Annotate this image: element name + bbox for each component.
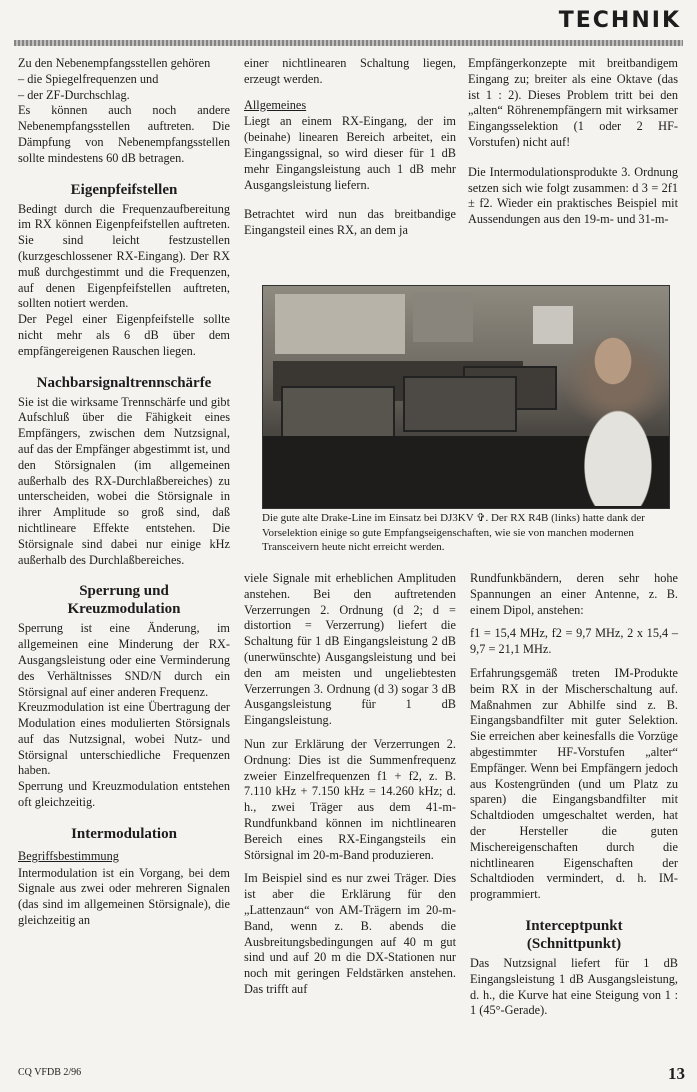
column-1 (18, 56, 230, 929)
paragraph: Sie ist die wirksame Trennschärfe und gibt Aufschluß über die Fähigkeit eines Empfängers, zwischen dem Nutzsignal, auf das der Empfänger abgestimmt ist, und den Störsignalen (im allgemeinen außerhalb des RX-Durchlaßbereiches) zu unterscheiden, wobei die Störsignale in ihrer Amplitude so groß sind, daß nichtlineare Effekte entstehen. Die Störsignale sind dabei nur einige kHz außerhalb des Durchlaßbereiches. (18, 394, 230, 567)
paragraph: Nun zur Erklärung der Verzerrungen 2. Ordnung: Dies ist die Summenfrequenz zweier Einzelfrequenzen f1 + f2, z. B. 7.110 kHz + 7.150 kHz = 14.260 kHz; d. h., zwei Träger aus dem 41-m-Rundfunkband können im nichtlinearen Bereich eines RX-Eingangsteils ein Störsignal im 20-m-Band produzieren. (244, 736, 456, 862)
paragraph: Sperrung und Kreuzmodulation entstehen oft gleichzeitig. (18, 779, 230, 810)
person-figure (563, 316, 663, 506)
radio-icon (403, 376, 517, 432)
paragraph: viele Signale mit erheblichen Amplituden anstehen. Bei den auftretenden Verzerrungen 2. Ordnung (d 2; d = distortion = Verzerrung) liefert die Schaltung für 1 dB Eingangsleistung 2 dB (unerwünschte) Ausgangsleistung und bei den am meisten und ungeliebtesten Verzerrungen 3. Ordnung (d 3) sogar 3 dB Ausgangsleistung für 1 dB Eingangsleistung. (244, 571, 456, 728)
paragraph: Betrachtet wird nun das breitbandige Eingangsteil eines RX, an dem ja (244, 207, 456, 238)
paragraph: Im Beispiel sind es nur zwei Träger. Dies ist aber die Erklärung für den „Lattenzaun“ von AM-Trägern im 20-m-Band, wenn z. B. abends die Ausbreitungsbedingungen auf 40 m gut sind und auf 20 m die DX-Stationen nur noch mit geringen Feldstärken anstehen. Das trifft auf (244, 871, 456, 996)
header-rule (14, 40, 683, 46)
heading-eigenpfeifstellen: Eigenpfeifstellen (70, 181, 178, 198)
heading-nachbarsignal: Nachbarsignaltrennschärfe (36, 374, 212, 391)
list-item: – die Spiegelfrequenzen und (18, 71, 159, 86)
heading-intermodulation: Intermodulation (71, 825, 177, 842)
paragraph: Die Intermodulationsprodukte 3. Ordnung setzen sich wie folgt zusammen: d 3 = 2f1 ± f2. Wieder ein praktisches Beispiel mit Aussendungen aus den 19-m- und 31-m- (468, 164, 678, 227)
subheading-begriff: Begriffsbestimmung (18, 848, 119, 863)
section-logo: TECHNIK (558, 8, 681, 33)
column-3-bottom (470, 571, 678, 1019)
photo-caption: Die gute alte Drake-Line im Einsatz bei DJ3KV ✞. Der RX R4B (links) hatte dank der Vorselektion einige so gute Empfangseigenschaften, wie sie von manchen modernen Transceivern heute nicht erreicht werden. (262, 512, 645, 553)
heading-line: Interceptpunkt (525, 917, 623, 934)
heading-line: (Schnittpunkt) (526, 935, 622, 952)
heading-sperrung (18, 582, 230, 618)
paragraph: Das Nutzsignal liefert für 1 dB Eingangsleistung 1 dB Ausgangsleistung, d. h., die Kurve hat eine Steigung von 1 : 1 (45°-Gerade). (470, 955, 678, 1018)
paragraph: Der Pegel einer Eigenpfeifstelle sollte nicht mehr als 6 dB über dem empfängereigenen Rauschen liegen. (18, 312, 230, 358)
column-2-top (244, 56, 456, 239)
photo-drake-line (262, 285, 670, 509)
page-number: 13 (668, 1064, 685, 1083)
list-item: – der ZF-Durchschlag. (18, 87, 130, 102)
paragraph: Intermodulation ist ein Vorgang, bei dem Signale aus zwei oder mehreren Signalen (das sind im allgemeinen Störsignale), die gleichzeitig an (18, 865, 230, 928)
paragraph: Erfahrungsgemäß treten IM-Produkte beim RX in der Mischerschaltung auf. Maßnahmen zur Abhilfe sind z. B. Eingangsbandfilter mit guter Selektion. Sie erreichen aber keinesfalls die Vorzüge abgestimmter HF-Vorstufen „alter“ Empfänger. Wenn bei Empfängern jedoch aus Kostengründen (und um Platz zu sparen) die Eingangsbandfilter mit Schaltdioden umgeschaltet werden, hat der Hersteller die guten Mischereigenschaften durch die nichtlinearen Eigenschaften der Schaltdioden vermindert, d. h. IM-programmiert. (470, 665, 678, 902)
radio-icon (281, 386, 395, 438)
paragraph: einer nichtlinearen Schaltung liegen, erzeugt werden. (244, 56, 456, 86)
paragraph: Liegt an einem RX-Eingang, der im (beinahe) linearen Bereich arbeitet, ein Eingangssignal, so wird dieser für 1 dB mehr Eingangsleistung auch 1 dB mehr Ausgangsleistung liefern. (244, 114, 456, 192)
paragraph: Empfängerkonzepte mit breitbandigem Eingang zu; breiter als eine Oktave (das ist 1 : 2). Dieses Problem tritt bei den „alten“ Röhrenempfängern mit wirksamer Eingangsselektion (1 oder 2 HF-Vorstufen) nicht auf! (468, 56, 678, 149)
paragraph: Sperrung ist eine Änderung, im allgemeinen eine Minderung der RX-Ausgangsleistung oder eine Verminderung des Verhältnisses SND/N durch ein Störsignal auf einer anderen Frequenz. (18, 621, 230, 699)
formula: f1 = 15,4 MHz, f2 = 9,7 MHz, 2 x 15,4 – 9,7 = 21,1 MHz. (470, 626, 678, 657)
paragraph: Zu den Nebenempfangsstellen gehören (18, 56, 211, 70)
heading-line: Kreuzmodulation (67, 601, 181, 618)
subheading-allgemeines: Allgemeines (244, 97, 307, 112)
paragraph: Kreuzmodulation ist eine Übertragung der Modulation eines modulierten Störsignals auf das Nutzsignal, wobei Nutz- und Störsignal unterschiedliche Frequenzen haben. (18, 700, 230, 778)
heading-interceptpunkt (470, 917, 678, 953)
paragraph: Rundfunkbändern, deren sehr hohe Spannungen an einer Antenne, z. B. einem Dipol, anstehen: (470, 571, 678, 617)
heading-line: Sperrung und (79, 583, 169, 600)
paragraph: Es können auch noch andere Nebenempfangsstellen auftreten. Die Dämpfung von Nebenempfangsstellen sollte mindestens 60 dB betragen. (18, 103, 230, 165)
column-3-top (468, 56, 678, 228)
photo-detail (413, 292, 473, 342)
photo-detail (275, 294, 405, 354)
column-2-bottom (244, 571, 456, 998)
paragraph: Bedingt durch die Frequenzaufbereitung im RX können Eigenpfeifstellen auftreten. Sie sind leicht festzustellen (kurzgeschlossener RX-Eingang). Der RX muß durchgestimmt und die Frequenzen, auf denen Eigenpfeifstellen auftreten, sollten notiert werden. (18, 201, 230, 311)
issue-label: CQ VFDB 2/96 (18, 1067, 82, 1078)
